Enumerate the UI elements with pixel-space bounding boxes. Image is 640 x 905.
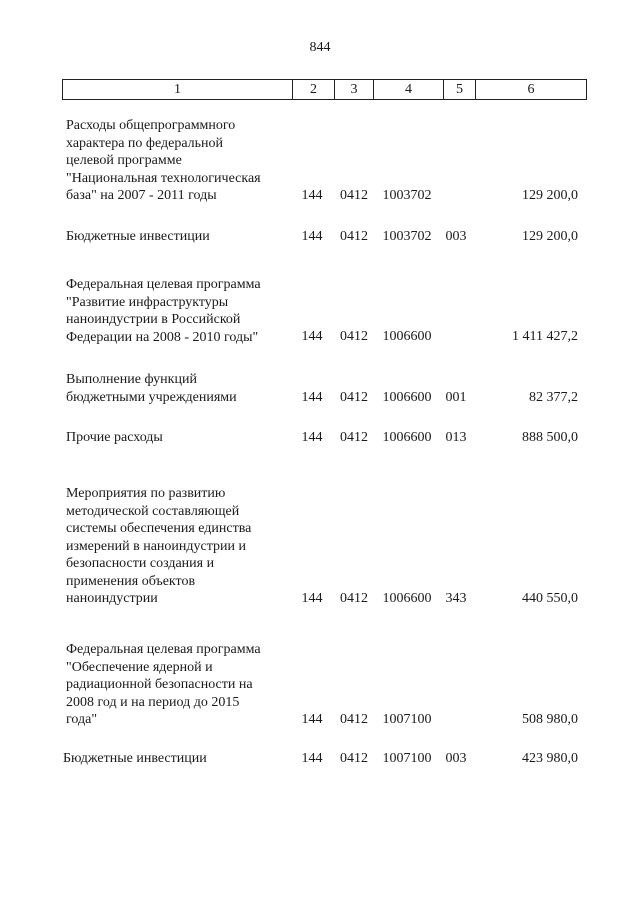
row-name-budget-investments: Бюджетные инвестиции (66, 229, 210, 244)
row-value-col3: 0412 (340, 712, 368, 727)
column-header-6: 6 (476, 80, 587, 100)
row-value-col4: 1007100 (382, 751, 432, 766)
row-value-amount: 82 377,2 (529, 390, 578, 405)
row-value-amount: 440 550,0 (522, 591, 578, 606)
column-header-row (62, 79, 587, 100)
row-value-col2: 144 (301, 390, 323, 405)
row-value-col3: 0412 (340, 229, 368, 244)
row-value-col4: 1006600 (382, 390, 432, 405)
row-value-col3: 0412 (340, 390, 368, 405)
row-name-budget-institutions: Выполнение функций бюджетными учреждениями (66, 372, 237, 405)
row-value-amount: 508 980,0 (522, 712, 578, 727)
row-value-col5: 013 (445, 430, 467, 445)
row-value-col2: 144 (301, 229, 323, 244)
row-value-col5: 003 (445, 229, 467, 244)
row-value-col2: 144 (301, 591, 323, 606)
row-value-col5: 003 (445, 751, 467, 766)
row-value-col2: 144 (301, 188, 323, 203)
row-value-col2: 144 (301, 712, 323, 727)
column-header-3: 3 (335, 80, 374, 100)
row-name-budget-investments: Бюджетные инвестиции (63, 751, 207, 766)
row-name-measurement-activities: Мероприятия по развитию методической составляющей системы обеспечения единства измерений в наноиндустрии и безопасности создания и применения объектов наноиндустрии (66, 486, 252, 606)
column-header-4: 4 (374, 80, 444, 100)
row-value-amount: 1 411 427,2 (512, 329, 578, 344)
row-value-col2: 144 (301, 329, 323, 344)
column-header-1: 1 (63, 80, 293, 100)
row-name-other-expenses: Прочие расходы (66, 430, 163, 445)
row-value-col3: 0412 (340, 591, 368, 606)
row-value-col4: 1007100 (382, 712, 432, 727)
row-name-nanoindustry-program: Федеральная целевая программа "Развитие инфраструктуры наноиндустрии в Российской Федерации на 2008 - 2010 годы" (66, 277, 261, 345)
row-value-col3: 0412 (340, 430, 368, 445)
row-value-col4: 1006600 (382, 591, 432, 606)
row-name-nuclear-safety-program: Федеральная целевая программа "Обеспечение ядерной и радиационной безопасности на 2008 год и на период до 2015 года" (66, 642, 261, 727)
row-value-amount: 129 200,0 (522, 229, 578, 244)
row-value-col5: 001 (445, 390, 467, 405)
row-value-col3: 0412 (340, 188, 368, 203)
column-header-2: 2 (293, 80, 335, 100)
row-value-col3: 0412 (340, 329, 368, 344)
row-value-col3: 0412 (340, 751, 368, 766)
row-value-col4: 1003702 (382, 188, 432, 203)
page-number: 844 (309, 40, 331, 55)
row-value-amount: 129 200,0 (522, 188, 578, 203)
row-value-col4: 1006600 (382, 430, 432, 445)
row-value-amount: 423 980,0 (522, 751, 578, 766)
column-header-5: 5 (444, 80, 476, 100)
row-value-col5: 343 (445, 591, 467, 606)
row-value-col2: 144 (301, 430, 323, 445)
row-name-general-expenses: Расходы общепрограммного характера по федеральной целевой программе "Национальная технологическая база" на 2007 - 2011 годы (66, 118, 261, 203)
row-value-col4: 1003702 (382, 229, 432, 244)
row-value-amount: 888 500,0 (522, 430, 578, 445)
row-value-col4: 1006600 (382, 329, 432, 344)
row-value-col2: 144 (301, 751, 323, 766)
